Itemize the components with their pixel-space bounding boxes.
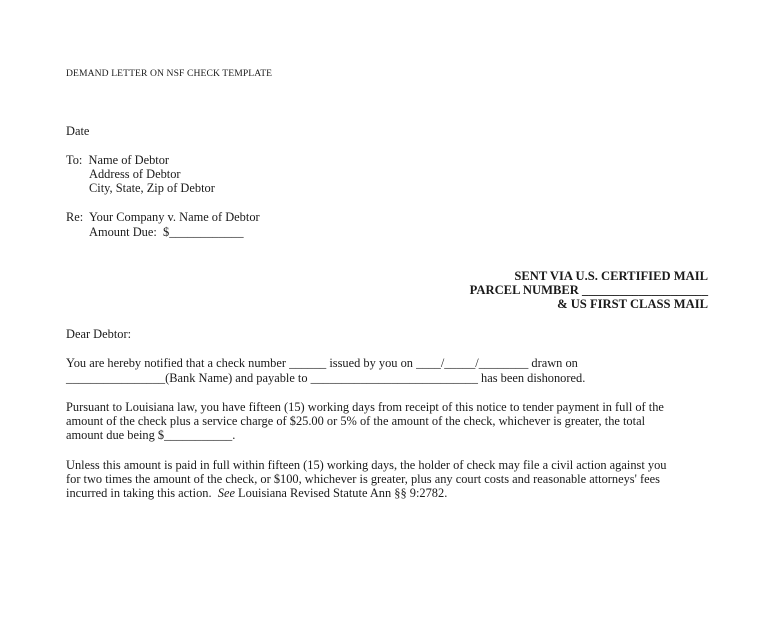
- re-line-amount: Amount Due: $____________: [89, 225, 244, 239]
- paragraph3-line1: Unless this amount is paid in full within fifteen (15) working days, the holder of check may file a civil action against you: [66, 458, 667, 472]
- paragraph3-line3-suffix: Louisiana Revised Statute Ann §§ 9:2782.: [234, 486, 448, 500]
- paragraph2-line3: amount due being $___________.: [66, 428, 236, 442]
- to-line-city: City, State, Zip of Debtor: [89, 181, 215, 195]
- re-line-case: Re: Your Company v. Name of Debtor: [66, 210, 260, 224]
- to-line-address: Address of Debtor: [89, 167, 181, 181]
- date-label: Date: [66, 124, 90, 138]
- paragraph3-see-citation: See: [217, 486, 235, 500]
- paragraph1-line1: You are hereby notified that a check number ______ issued by you on ____/_____/________ drawn on: [66, 356, 578, 370]
- to-line-name: To: Name of Debtor: [66, 153, 170, 167]
- paragraph3-line2: for two times the amount of the check, or $100, whichever is greater, plus any court costs and reasonable attorneys' fees: [66, 472, 660, 486]
- paragraph2-line2: amount of the check plus a service charge of $25.00 or 5% of the amount of the check, whichever is greater, the total: [66, 414, 646, 428]
- mailing-first-class: & US FIRST CLASS MAIL: [557, 297, 708, 311]
- paragraph3-line3-prefix: incurred in taking this action.: [66, 486, 218, 500]
- paragraph3-line3: [66, 486, 447, 501]
- mailing-parcel-number: PARCEL NUMBER ____________________: [469, 283, 708, 297]
- mailing-certified: SENT VIA U.S. CERTIFIED MAIL: [514, 269, 708, 283]
- paragraph1-line2: ________________(Bank Name) and payable to ___________________________ has been dishonored.: [66, 371, 586, 385]
- salutation: Dear Debtor:: [66, 327, 132, 341]
- paragraph2-line1: Pursuant to Louisiana law, you have fifteen (15) working days from receipt of this notice to tender payment in full of the: [66, 400, 664, 414]
- document-title: DEMAND LETTER ON NSF CHECK TEMPLATE: [66, 68, 273, 79]
